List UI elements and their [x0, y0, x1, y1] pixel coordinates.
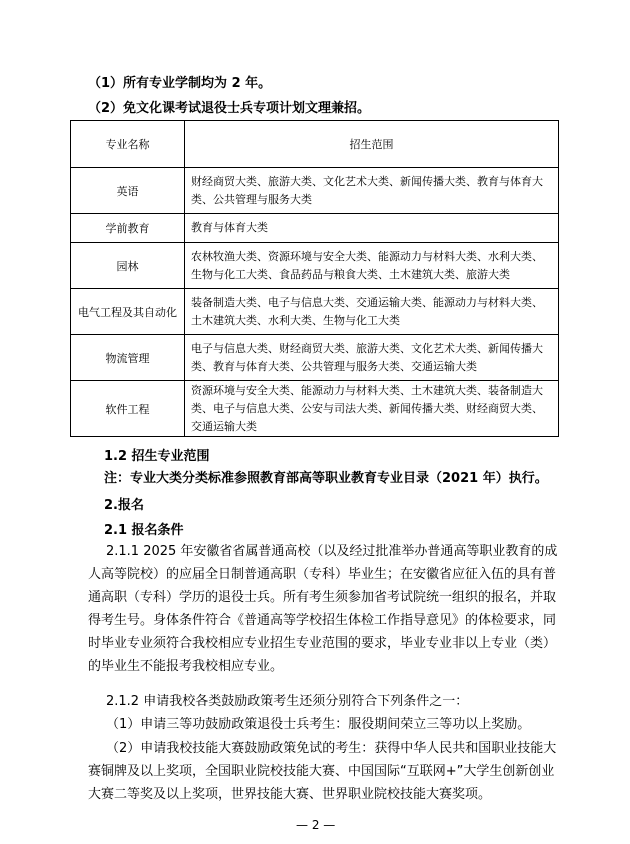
scope-line: 农林牧渔大类、资源环境与安全大类、能源动力与材料大类、水利大类、	[191, 249, 543, 263]
major-name: 园林	[71, 243, 185, 289]
major-name: 软件工程	[71, 381, 185, 437]
paragraph-line: 通高职（专科）学历的退役士兵。所有考生须参加省考试院统一组织的报名，并取	[88, 590, 557, 605]
table-header-row	[71, 121, 559, 168]
header-scope: 招生范围	[185, 121, 559, 168]
paragraph-2-1-1	[88, 540, 557, 678]
paragraph-line: 得考生号。身体条件符合《普通高等学校招生体检工作指导意见》的体检要求，同	[88, 613, 557, 628]
scope-line: 资源环境与安全大类、能源动力与材料大类、土木建筑大类、装备制造大	[191, 383, 543, 397]
paragraph-line: 大赛二等奖及以上奖项，世界技能大赛、世界职业院校技能大赛奖项。	[88, 787, 492, 802]
paragraph-line: （2）申请我校技能大赛鼓励政策免试的考生：获得中华人民共和国职业技能大	[106, 741, 557, 756]
table-row	[71, 243, 559, 289]
note-duration: （1）所有专业学制均为 2 年。	[88, 76, 272, 91]
scope-line: 财经商贸大类、旅游大类、文化艺术大类、新闻传播大类、教育与体育大	[191, 174, 543, 188]
major-name: 英语	[71, 168, 185, 214]
section-2-1-heading: 2.1 报名条件	[104, 523, 184, 538]
scope-line: 生物与化工大类、食品药品与粮食大类、土木建筑大类、旅游大类	[191, 267, 510, 281]
major-scope	[185, 214, 559, 243]
note-1-2: 注：专业大类分类标准参照教育部高等职业教育专业目录（2021 年）执行。	[104, 471, 548, 486]
major-table	[70, 120, 559, 437]
scope-line: 电子与信息大类、财经商贸大类、旅游大类、文化艺术大类、新闻传播大	[191, 341, 543, 355]
major-scope	[185, 335, 559, 381]
scope-line: 装备制造大类、电子与信息大类、交通运输大类、能源动力与材料大类、	[191, 295, 543, 309]
major-scope	[185, 381, 559, 437]
table-row	[71, 214, 559, 243]
major-scope	[185, 243, 559, 289]
paragraph-line: 人高等院校）的应届全日制普通高职（专科）毕业生；在安徽省应征入伍的具有普	[88, 567, 557, 582]
paragraph-line: 时毕业专业须符合我校相应专业招生专业范围的要求，毕业专业非以上专业（类）	[88, 636, 557, 651]
scope-line: 土木建筑大类、水利大类、生物与化工大类	[191, 313, 400, 327]
major-scope	[185, 289, 559, 335]
paragraph-line: 2.1.1 2025 年安徽省省属普通高校（以及经过批准举办普通高等职业教育的成	[106, 544, 558, 559]
major-name: 电气工程及其自动化	[71, 289, 185, 335]
paragraph-item-2	[88, 737, 556, 806]
scope-line: 教育与体育大类	[191, 221, 268, 234]
major-name: 物流管理	[71, 335, 185, 381]
paragraph-item-1: （1）申请三等功鼓励政策退役士兵考生：服役期间荣立三等功以上奖励。	[106, 717, 531, 732]
scope-line: 交通运输大类	[191, 419, 257, 433]
header-major-name: 专业名称	[71, 121, 185, 168]
table-row	[71, 289, 559, 335]
paragraph-line: 的毕业生不能报考我校相应专业。	[88, 659, 284, 674]
table-row	[71, 381, 559, 437]
major-scope	[185, 168, 559, 214]
major-name: 学前教育	[71, 214, 185, 243]
paragraph-2-1-2: 2.1.2 申请我校各类鼓励政策考生还须分别符合下列条件之一：	[106, 694, 469, 709]
paragraph-line: 赛铜牌及以上奖项，全国职业院校技能大赛、中国国际“互联网+”大学生创新创业	[88, 764, 555, 779]
table-row	[71, 335, 559, 381]
scope-line: 类、电子与信息大类、公安与司法大类、新闻传播大类、财经商贸大类、	[191, 401, 543, 415]
note-admission: （2）免文化课考试退役士兵专项计划文理兼招。	[88, 101, 371, 116]
section-1-2-heading: 1.2 招生专业范围	[104, 449, 210, 464]
table-row	[71, 168, 559, 214]
scope-line: 类、公共管理与服务大类	[191, 192, 312, 206]
scope-line: 类、教育与体育大类、公共管理与服务大类、交通运输大类	[191, 359, 477, 373]
section-2-heading: 2.报名	[104, 498, 144, 513]
page-number: — 2 —	[296, 818, 336, 832]
